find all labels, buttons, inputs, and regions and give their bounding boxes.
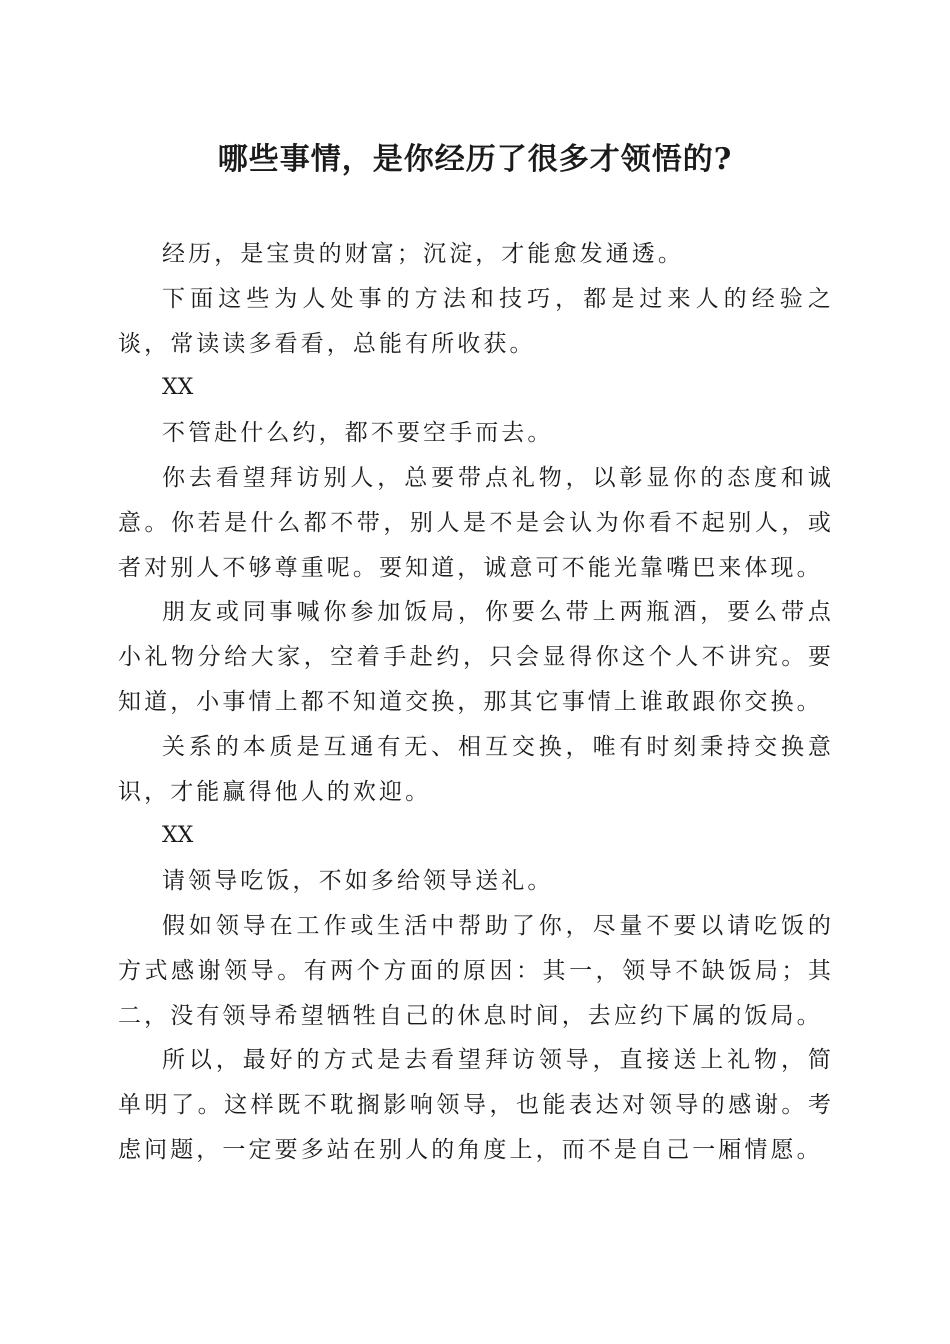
section-marker: XX bbox=[162, 375, 194, 401]
paragraph: 你去看望拜访别人，总要带点礼物，以彰显你的态度和诚意。你若是什么都不带，别人是不是会认为你看不起别人，或者对别人不够尊重呢。要知道，诚意可不能光靠嘴巴来体现。 bbox=[118, 464, 834, 581]
section-marker: XX bbox=[162, 823, 194, 849]
paragraph: 朋友或同事喊你参加饭局，你要么带上两瓶酒，要么带点小礼物分给大家，空着手赴约，只会显得你这个人不讲究。要知道，小事情上都不知道交换，那其它事情上谁敢跟你交换。 bbox=[118, 599, 834, 715]
paragraph: 不管赴什么约，都不要空手而去。 bbox=[162, 420, 554, 447]
paragraph: 下面这些为人处事的方法和技巧，都是过来人的经验之谈，常读读多看看，总能有所收获。 bbox=[118, 285, 834, 357]
paragraph: 关系的本质是互通有无、相互交换，唯有时刻秉持交换意识，才能赢得他人的欢迎。 bbox=[118, 733, 834, 805]
paragraph: 请领导吃饭，不如多给领导送礼。 bbox=[162, 868, 554, 895]
paragraph: 所以，最好的方式是去看望拜访领导，直接送上礼物，简单明了。这样既不耽搁影响领导，也能表达对领导的感谢。考虑问题，一定要多站在别人的角度上，而不是自己一厢情愿。 bbox=[118, 1047, 834, 1163]
document-title: 哪些事情，是你经历了很多才领悟的? bbox=[217, 142, 733, 177]
paragraph: 经历，是宝贵的财富；沉淀，才能愈发通透。 bbox=[162, 241, 684, 267]
paragraph: 假如领导在工作或生活中帮助了你，尽量不要以请吃饭的方式感谢领导。有两个方面的原因：其一，领导不缺饭局；其二，没有领导希望牺牲自己的休息时间，去应约下属的饭局。 bbox=[118, 912, 834, 1029]
document-body bbox=[118, 232, 834, 1173]
